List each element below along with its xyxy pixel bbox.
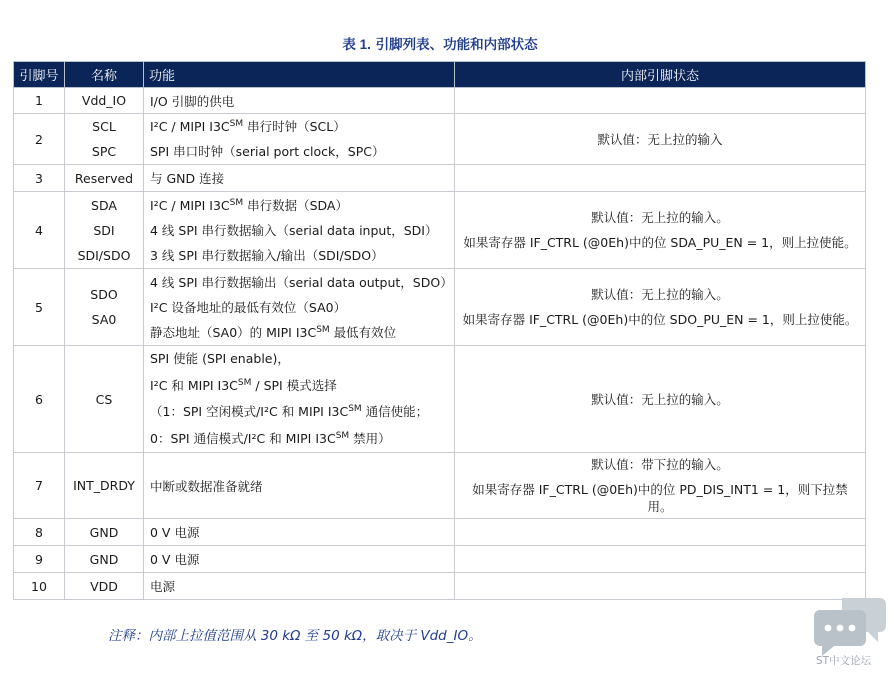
pin-state	[455, 546, 866, 573]
function-line: SPI 使能 (SPI enable)，	[150, 351, 290, 366]
state-line: 默认值：带下拉的输入。	[591, 457, 729, 472]
pin-number: 6	[14, 346, 65, 453]
pin-table	[13, 61, 866, 600]
header-pin-number: 引脚号	[14, 62, 65, 88]
table-row	[14, 192, 866, 269]
pin-function: I/O 引脚的供电	[144, 88, 455, 114]
state-line: 默认值：无上拉的输入。	[591, 391, 729, 407]
pin-name-cell	[65, 114, 144, 165]
caption-title: 引脚列表、功能和内部状态	[375, 37, 538, 53]
table-row	[14, 165, 866, 192]
function-line	[150, 193, 454, 218]
pin-number: 2	[14, 114, 65, 165]
function-text: 0：SPI 通信模式/I²C 和 MIPI I3C	[150, 430, 336, 446]
pin-name: SDI/SDO	[77, 247, 131, 263]
pin-name: SDI	[93, 222, 115, 238]
function-line: 4 线 SPI 串行数据输出（serial data output，SDO）	[150, 274, 453, 290]
sm-mark: SM	[229, 197, 244, 208]
pin-name: SCL	[92, 119, 116, 134]
pin-number: 3	[14, 165, 65, 192]
function-text: I²C / MIPI I3C	[150, 119, 230, 134]
pin-state	[455, 88, 866, 114]
function-line: 4 线 SPI 串行数据输入（serial data input，SDI）	[150, 222, 438, 238]
pin-state	[455, 114, 866, 165]
pin-name: Reserved	[65, 165, 144, 192]
function-line: SPI 串口时钟（serial port clock，SPC）	[150, 144, 385, 159]
state-line: 默认值：无上拉的输入	[597, 131, 723, 147]
sm-mark: SM	[348, 404, 362, 414]
pin-function: 与 GND 连接	[144, 165, 455, 192]
function-text: （1：SPI 空闲模式/I²C 和 MIPI I3C	[150, 404, 349, 419]
sm-mark: SM	[335, 430, 350, 441]
pin-name-cell	[65, 269, 144, 346]
pin-state	[455, 573, 866, 600]
pin-state	[455, 453, 866, 519]
watermark-label: ST中文论坛	[816, 655, 872, 667]
function-line	[150, 373, 454, 400]
pin-number: 4	[14, 192, 65, 269]
function-text: 串行数据（SDA）	[243, 197, 348, 213]
pin-number: 10	[14, 573, 65, 600]
function-line	[150, 320, 454, 345]
pin-function: 中断或数据准备就绪	[144, 453, 455, 519]
pin-number: 9	[14, 546, 65, 573]
pin-state	[455, 269, 866, 346]
pin-state	[455, 165, 866, 192]
function-text: 静态地址（SA0）的 MIPI I3C	[150, 324, 317, 340]
function-line: 3 线 SPI 串行数据输入/输出（SDI/SDO）	[150, 247, 384, 263]
pin-name: CS	[65, 346, 144, 453]
pin-number: 1	[14, 88, 65, 114]
function-line	[150, 399, 454, 426]
pin-name: GND	[65, 546, 144, 573]
pin-function: 0 V 电源	[144, 519, 455, 546]
function-text: I²C / MIPI I3C	[150, 197, 230, 213]
pin-number: 5	[14, 269, 65, 346]
function-text: 禁用）	[349, 430, 391, 446]
table-row	[14, 114, 866, 165]
function-text: 通信使能；	[361, 404, 429, 419]
table-row	[14, 453, 866, 519]
function-text: / SPI 模式选择	[251, 377, 337, 393]
table-row	[14, 88, 866, 114]
pin-function: 0 V 电源	[144, 546, 455, 573]
table-caption	[0, 33, 880, 53]
pin-state	[455, 519, 866, 546]
pin-function-cell	[144, 114, 455, 165]
pin-function: 电源	[144, 573, 455, 600]
function-text: I²C 和 MIPI I3C	[150, 377, 238, 393]
pin-function-cell	[144, 269, 455, 346]
header-name: 名称	[65, 62, 144, 88]
header-row	[14, 62, 866, 88]
pin-function-cell	[144, 192, 455, 269]
pin-function-cell	[144, 346, 455, 453]
pin-name: SDA	[91, 197, 117, 213]
state-line: 如果寄存器 IF_CTRL (@0Eh)中的位 SDA_PU_EN = 1，则上拉使能。	[463, 235, 857, 250]
table-row	[14, 546, 866, 573]
header-function: 功能	[144, 62, 455, 88]
function-line: I²C 设备地址的最低有效位（SA0）	[150, 299, 347, 315]
pin-name: INT_DRDY	[65, 453, 144, 519]
state-line: 默认值：无上拉的输入。	[591, 287, 729, 302]
function-line	[150, 426, 454, 453]
table-row	[14, 269, 866, 346]
pin-number: 7	[14, 453, 65, 519]
state-line: 如果寄存器 IF_CTRL (@0Eh)中的位 PD_DIS_INT1 = 1，则下拉禁用。	[472, 482, 848, 514]
table-row	[14, 346, 866, 453]
pin-name: SPC	[91, 144, 117, 159]
pin-name-cell	[65, 192, 144, 269]
pin-state	[455, 346, 866, 453]
pin-name: VDD	[65, 573, 144, 600]
state-line: 默认值：无上拉的输入。	[591, 210, 729, 225]
pin-name: SDO	[90, 287, 118, 302]
pin-number: 8	[14, 519, 65, 546]
sm-mark: SM	[316, 324, 330, 335]
pin-state	[455, 192, 866, 269]
function-text: 串行时钟（SCL）	[243, 119, 346, 134]
pin-name: Vdd_IO	[65, 88, 144, 114]
sm-mark: SM	[229, 119, 244, 129]
table-row	[14, 519, 866, 546]
caption-prefix: 表 1.	[342, 37, 371, 52]
pin-name: SA0	[91, 312, 117, 327]
function-text: 最低有效位	[329, 324, 397, 340]
header-internal-state: 内部引脚状态	[455, 62, 866, 88]
state-line: 如果寄存器 IF_CTRL (@0Eh)中的位 SDO_PU_EN = 1，则上拉使能。	[462, 312, 858, 327]
function-line	[150, 114, 454, 139]
pin-name: GND	[65, 519, 144, 546]
table-note: 注释：内部上拉值范围从 30 kΩ 至 50 kΩ，取决于 Vdd_IO。	[108, 628, 482, 644]
sm-mark: SM	[237, 377, 252, 388]
table-row	[14, 573, 866, 600]
